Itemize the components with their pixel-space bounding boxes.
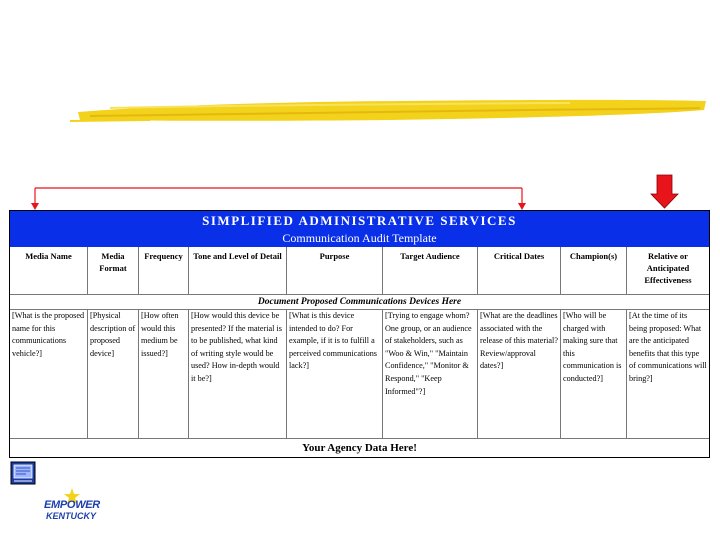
col-header: Critical Dates bbox=[478, 247, 561, 295]
col-header: Tone and Level of Detail bbox=[189, 247, 287, 295]
prompt-cell: [Who will be charged with making sure that this communication is conducted?] bbox=[561, 309, 627, 439]
communication-audit-table bbox=[9, 210, 710, 458]
prompt-cell: [What is the proposed name for this communications vehicle?] bbox=[10, 309, 88, 439]
prompt-cell: [Physical description of proposed device] bbox=[88, 309, 139, 439]
prompt-cell: [What are the deadlines associated with the release of this material? Review/approval dates?] bbox=[478, 309, 561, 439]
col-header: Media Name bbox=[10, 247, 88, 295]
col-header: Target Audience bbox=[383, 247, 478, 295]
prompt-cell: [At the time of its being proposed: What are the anticipated benefits that this type of communications will bring?] bbox=[627, 309, 709, 439]
agency-data-footer: Your Agency Data Here! bbox=[302, 442, 417, 454]
prompt-cell: [How would this device be presented? If the material is to be published, what kind of writing style would be used? How in-depth would it be?] bbox=[189, 309, 287, 439]
prompt-cell: [Trying to engage whom? One group, or an audience of stakeholders, such as "Woo & Win," "Maintain Confidence," "Monitor & Respond," "Keep Informed"?] bbox=[383, 309, 478, 439]
prompt-cell: [How often would this medium be issued?] bbox=[139, 309, 189, 439]
table-banner bbox=[10, 211, 709, 247]
col-header: Purpose bbox=[287, 247, 383, 295]
notebook-icon[interactable] bbox=[10, 461, 36, 485]
banner-subtitle: Communication Audit Template bbox=[282, 231, 437, 245]
col-header: Frequency bbox=[139, 247, 189, 295]
banner-title: SIMPLIFIED ADMINISTRATIVE SERVICES bbox=[202, 213, 517, 228]
col-header: Media Format bbox=[88, 247, 139, 295]
section-label: Document Proposed Communications Devices Here bbox=[10, 295, 709, 310]
logo-text-line1: EMPOWER bbox=[44, 499, 100, 511]
col-header: Champion(s) bbox=[561, 247, 627, 295]
logo-text-line2: KENTUCKY bbox=[46, 511, 97, 521]
prompt-cell: [What is this device intended to do? For example, if it is to fulfill a perceived communications lack?] bbox=[287, 309, 383, 439]
yellow-brush-stroke bbox=[70, 90, 710, 130]
header-row bbox=[10, 247, 709, 295]
col-header: Relative or Anticipated Effectiveness bbox=[627, 247, 709, 295]
